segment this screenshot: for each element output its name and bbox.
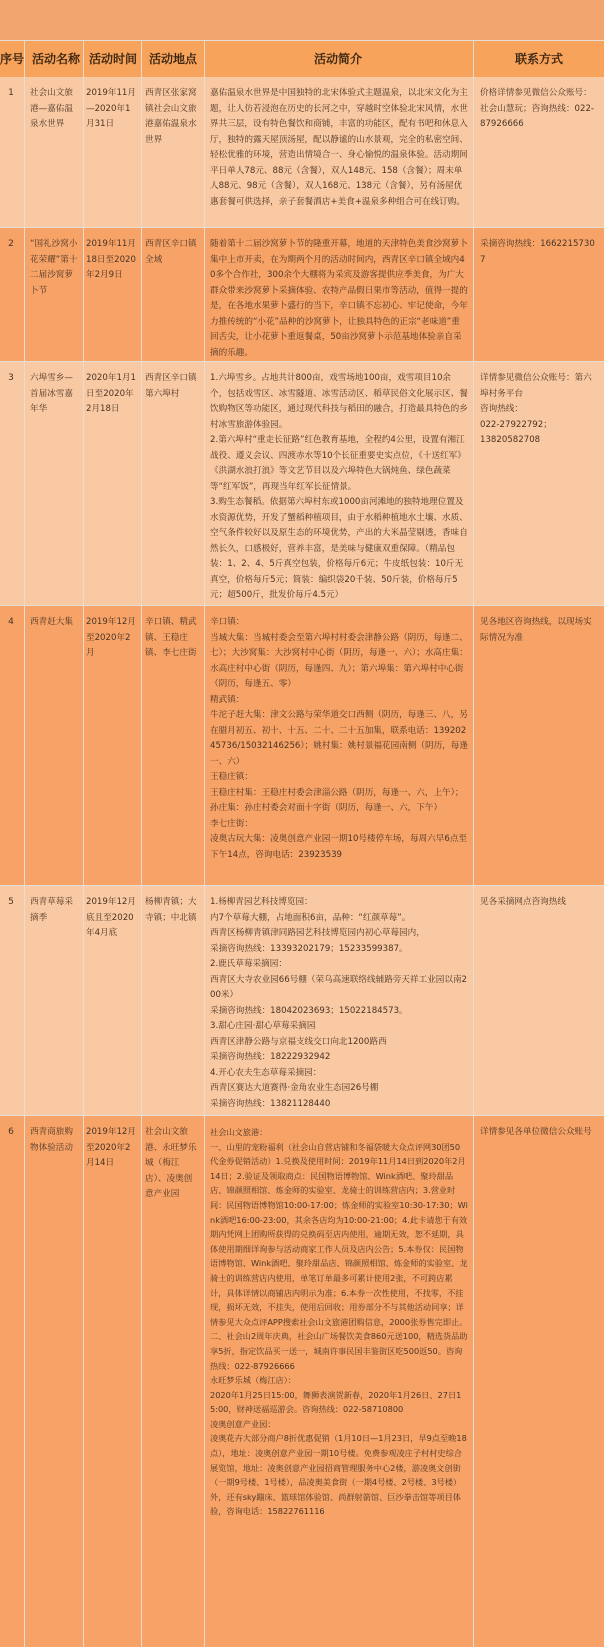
row-contact: 详情参见微信公众账号：第六埠村务平台 咨询热线： 022-27922792； 13820582708 — [480, 373, 592, 445]
table-header — [0, 40, 604, 78]
row-contact: 详情参见各单位微信公众账号 — [480, 1127, 592, 1137]
row-intro: 嘉佑温泉水世界是中国独特的北宋体验式主题温泉，以北宋文化为主题，让人仿若浸泡在历史的长河之中，穿越时空体验北宋风情，水世界共三层，设有特色餐饮和商铺，丰富的功能区，配有书吧和休息入厅，独特的露天屋顶汤屋，配以静谧的山水景观，完全的私密空间、轻松优雅的环境，营造出情境合一、身心愉悦的温泉体验。活动期间平日单人78元、88元（含餐），双人148元、158（含餐）；周末单人88元、98元（含餐），双人168元、138元（含餐），另有汤屋优惠套餐可供选择，亲子套餐酒店+美食+温泉多种组合可在线订购。 — [210, 88, 468, 207]
column-divider — [204, 40, 205, 1647]
row-place: 社会山文旅港、永旺梦乐城（梅江店）、凌奥创意产业园 — [145, 1127, 197, 1199]
column-divider — [24, 40, 25, 1647]
row-time: 2019年11月—2020年1月31日 — [86, 88, 136, 129]
row-intro: 辛口镇： 当城大集：当城村委会至第六埠村村委会津静公路（阴历，每逢二、七）；大沙窝集：大沙窝村中心街（阴历，每逢一、六）；水高庄集：水高庄村中心街（阴历，每逢四、九）；第六埠集：第六埠村中心街（阴历，每逢五、零） 精武镇： 牛沱子赶大集：津文公路与荣华道交口西侧（阴历，每逢三、八，另在腊月初五、初十、十五、二十、二十五加集，联系电话：13920245736/15032146256）；姚村集：姚村景福花园南侧（阴历，每逢一、六） 王稳庄镇： 王稳庄村集：王稳庄村委会津淄公路（阴历，每逢一、六，上午）；孙庄集：孙庄村委会对面十字街（阴历，每逢一、六，下午） 李七庄街： 凌奥古玩大集：凌奥创意产业园一期10号楼停车场，每周六早6点至下午14点，咨询电话：23923539 — [210, 617, 468, 860]
row-contact: 见各地区咨询热线，以现场实际情况为准 — [480, 617, 592, 643]
row-time: 2019年12月至2020年2月14日 — [86, 1127, 136, 1168]
row-contact: 见各采摘网点咨询热线 — [480, 897, 566, 907]
row-time: 2020年1月1日至2020年2月18日 — [86, 373, 136, 414]
table-row — [0, 362, 604, 606]
row-contact: 采摘咨询热线：16622157307 — [480, 239, 595, 265]
row-index: 2 — [8, 239, 14, 249]
column-divider — [473, 40, 474, 1647]
row-time: 2019年11月18日至2020年2月9日 — [86, 239, 136, 280]
header-intro: 活动简介 — [313, 52, 362, 66]
header-contact: 联系方式 — [514, 52, 563, 66]
row-index: 6 — [8, 1127, 14, 1137]
row-name: “国礼沙窝小花荣耀”第十二届沙窝萝卜节 — [30, 239, 78, 296]
table-row — [0, 606, 604, 886]
column-divider — [83, 40, 84, 1647]
header-index: 序号 — [0, 52, 25, 66]
row-name: 六埠雪乡—首届冰雪嘉年华 — [30, 373, 73, 414]
row-intro: 随着第十二届沙窝萝卜节的隆重开幕，地道的天津特色美食沙窝萝卜集中上市开卖，在为期两个月的活动时间内，西青区辛口镇全域内40多个合作社，300余个大棚将为采宾及游客提供应季美食，为广大群众带来沙窝萝卜采摘体验、农特产品假日果市等活动，值得一提的是，在各地水果萝卜盛行的当下，辛口镇不忘初心、牢记使命，今年力推传统的“小花”品种的沙窝萝卜，让独具特色的正宗“老味道”重回舌尖，让小花萝卜重返餐桌，50亩沙窝萝卜示范基地体验亲自采摘的乐趣。 — [210, 239, 468, 358]
table-row — [0, 886, 604, 1116]
row-index: 4 — [8, 617, 14, 627]
table-row — [0, 1116, 604, 1647]
row-place: 辛口镇、精武镇、王稳庄镇、李七庄街 — [145, 617, 197, 658]
row-index: 5 — [8, 897, 14, 907]
row-index: 3 — [8, 373, 14, 383]
row-name: 西青商旅购物体验活动 — [30, 1127, 73, 1153]
row-intro: 1.六埠雪乡。占地共计800亩，戏雪场地100亩，戏雪项目10余个，包括戏雪区、冰雪隧道、冰雪活动区、稻草民俗文化展示区、餐饮购物区等功能区，通过现代科技与稻田的融合，打造最具特色的乡村冰雪旅游体验园。 2.第六埠村“重走长征路”红色教育基地，全程约4公里，设置有湘江战役、遵义会议、四渡赤水等10个长征重要史实点位，《十送红军》《洪湖水浪打浪》等文艺节目以及六埠特色大锅炖鱼、绿色蔬菜等“红军饭”，再现当年红军长征情景。 3.购生态餐稻。依据第六埠村东或1000亩河滩地的独特地理位置及水资源优势，开发了蟹稻种植项目，由于水稻种植地水土壤、水质、空气条件较好以及原生态的环境优势，产出的大米晶莹剔透，香味自然长久，口感极好，营养丰富，是美味与健康双重保障。（精品包装：1、2、4、5斤真空包装，价格每斤6元；牛皮纸包装：10斤无真空，价格每斤5元；简装：编织袋20千装、50斤装，价格每斤5元；超500斤，批发价每斤4.5元） — [210, 373, 468, 600]
row-time: 2019年12月至2020年2月 — [86, 617, 136, 658]
row-place: 西青区辛口镇全域 — [145, 239, 197, 265]
table-row — [0, 228, 604, 362]
row-time: 2019年12月底且至2020年4月底 — [86, 897, 136, 938]
row-place: 西青区辛口镇第六埠村 — [145, 373, 197, 399]
row-contact: 价格详情参见微信公众账号：社会山慧玩；咨询热线：022-87926666 — [480, 88, 595, 129]
row-index: 1 — [8, 88, 14, 98]
header-name: 活动名称 — [31, 52, 80, 66]
row-place: 杨柳青镇；大寺镇；中北镇 — [145, 897, 197, 923]
row-name: 西青草莓采摘季 — [30, 897, 73, 923]
column-divider — [141, 40, 142, 1647]
row-name: 社会山文旅港—嘉佑温泉水世界 — [30, 88, 73, 129]
header-time: 活动时间 — [88, 52, 137, 66]
table-row — [0, 77, 604, 228]
row-intro: 社会山文旅港： 一、山里的宠粉福利（社会山自营店铺和冬福袋暖大众点评网30团50代金券促销活动）1.兑换及使用时间：2019年11月14日到2020年2月14日；2.验证及领取商点：民国物语博物馆、Wink酒吧、聚玲甜品店、锦颜照相馆、炼金师的实验室、龙骑士的训练营店内；3.营业时间：民国物语博物馆10:00-17:00；炼金师的实验室10:30-17:30；Wink酒吧16:00-23:00，其余各店均为10:00-21:00；4.此卡请您于有效期内凭网上团购所获得的兑换码至店内使用，逾期无效，恕不延期，具体使用期细详询参与活动商家工作人员及店内公告；5.本券仅：民国物语博物馆、Wink酒吧、聚玲甜品店、锦颜照相馆、炼金师的实验室、龙骑士的训练营店内使用，单笔订单最多可累计使用2张，不可跨店累计，具体详情以商铺店内明示为准；6.本券一次性使用，不找零，不挂现，损坏无效，不挂失，使用后回收；用券部分不与其他活动同享；详情参见大众点评APP搜索社会山文旅港团购信息，2000张券售完即止。二、社会山2周年庆典，社会山广场餐饮美食860元送100，精选货品助享5折，指定饮品买一送一，城南许事民国丰鉴街区吃500返50。咨询热线：022-87926666 永旺梦乐城（梅江店）： 2020年1月25日15:00，舞狮表演贺新春，2020年1月26日、27日15:00，财神送福巡游会。咨询热线：022-58710800 凌奥创意产业园： 凌奥花卉大部分商户8折优惠促销（1月10日—1月23日，早9点至晚18点），地址：凌奥创意产业园一期10号楼。免费参观凌庄子村村史综合展览馆，地址：凌奥创意产业园招商管理服务中心2楼，游凌奥文创街（一期9号楼、1号楼），品凌奥美食街（一期4号楼、2号楼、3号楼）外，还有sky蹦床、篮球馆体验馆、尚群射箭馆、巨沙拳击馆等项目体验，咨询电话：15822761116 — [210, 1127, 468, 1517]
row-intro: 1.杨柳青园艺科技博览园： 内7个草莓大棚，占地面积6亩，品种：“红颜草莓”。 西青区杨柳青镇津同路园艺科技博览园内初心草莓园内， 采摘咨询热线：13393202179；15233599387。 2.鹿氏草莓采摘园： 西青区大寺农业园66号棚（荣乌高速联络线辅路旁天祥工业园以南200米） 采摘咨询热线：18042023693；15022184573。 3.甜心庄园·甜心草莓采摘园 西青区津静公路与京福支线交口向北1200路西 采摘咨询热线：18222932942 4.开心农夫生态草莓采摘园： 西青区赛达大道赛得·金角农业生态园26号棚 采摘咨询热线：13821128440 — [210, 897, 468, 1109]
header-place: 活动地点 — [148, 52, 197, 66]
row-name: 西青赶大集 — [30, 617, 73, 627]
row-place: 西青区张家窝镇社会山文旅港嘉佑温泉水世界 — [145, 88, 197, 145]
